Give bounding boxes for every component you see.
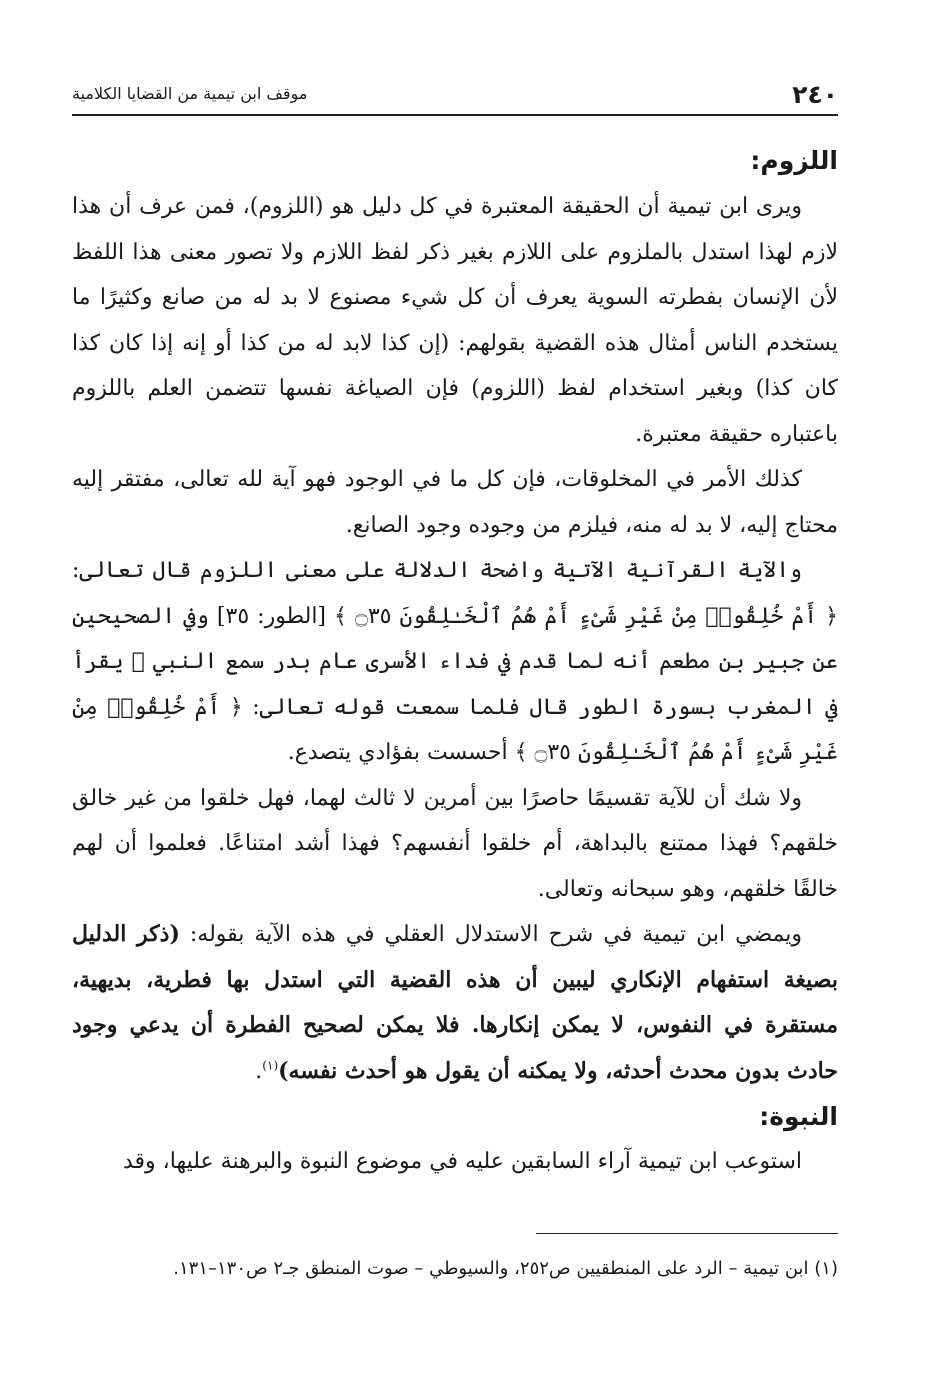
paragraph: ويرى ابن تيمية أن الحقيقة المعتبرة في كل دليل هو (اللزوم)، فمن عرف أن هذا لازم لهذا استدل بالملزوم على اللازم بغير ذكر لفظ اللازم ولا تصور معنى هذا اللفظ لأن الإنسان بفطرته السوية يعرف أن كل شيء مصنوع لا بد له من صانع وكثيرًا ما يستخدم الناس أمثال هذه القضية بقولهم: (إن كذا لابد له من كذا أو إنه إذا كان كذا كان كذا) وبغير استخدام لفظ (اللزوم) فإن الصياغة نفسها تتضمن العلم باللزوم باعتباره حقيقة معتبرة.: [72, 194, 838, 447]
bold-quotation: (ذكر الدليل بصيغة استفهام الإنكاري ليبين أن هذه القضية التي استدل بها فطرية، بديهية، مستقرة في النفوس، لا يمكن إنكارها. فلا يمكن لصحيح الفطرة أن يدعي وجود حادث بدون محدث أحدثه، ولا يمكنه أن يقول هو أحدث نفسه): [72, 921, 838, 1084]
paragraph: ولا شك أن للآية تقسيمًا حاصرًا بين أمرين لا ثالث لهما، فهل خلقوا من غير خالق خلقهم؟ فهذا ممتنع بالبداهة، أم خلقوا أنفسهم؟ فهذا أشد امتناعًا. فعلموا أن لهم خالقًا خلقهم، وهو سبحانه وتعالى.: [72, 785, 838, 902]
paragraph: كذلك الأمر في المخلوقات، فإن كل ما في الوجود فهو آية لله تعالى، مفتقر إليه محتاج إليه، لا بد له منه، فيلزم من وجوده وجود الصانع.: [72, 467, 838, 538]
quotation-intro: ويمضي ابن تيمية في شرح الاستدلال العقلي في هذه الآية بقوله:: [179, 922, 803, 947]
footnote: (١) ابن تيمية – الرد على المنطقيين ص٢٥٢، والسيوطي – صوت المنطق جـ٢ ص١٣٠–١٣١.: [173, 1258, 838, 1279]
running-title: موقف ابن تيمية من القضايا الكلامية: [72, 84, 308, 103]
footnote-marker[interactable]: (١): [262, 1058, 279, 1073]
paragraph-quotation: [72, 912, 838, 1094]
section-heading-nubuwwa: النبوة:: [759, 1102, 838, 1131]
footnote-divider: [536, 1233, 838, 1234]
body-text: [72, 138, 838, 1185]
section-heading-luzum: اللزوم:: [750, 146, 838, 175]
paragraph: استوعب ابن تيمية آراء السابقين عليه في موضوع النبوة والبرهنة عليها، وقد: [122, 1149, 802, 1174]
paragraph-quran-verse: والآية القرآنية الآتية واضحة الدلالة على معنى اللزوم قال تعالى: ﴿ أَمْ خُلِقُوا۟ مِنْ غَيْرِ شَىْءٍ أَمْ هُمُ ٱلْخَـٰلِقُونَ ۝٣٥ ﴾ [الطور: ٣٥] وفي الصحيحين عن جبير بن مطعم أنه لما قدم في فداء الأسرى عام بدر سمع النبي ﷺ يقرأ في المغرب بسورة الطور قال فلما سمعت قوله تعالى: ﴿ أَمْ خُلِقُوا۟ مِنْ غَيْرِ شَىْءٍ أَمْ هُمُ ٱلْخَـٰلِقُونَ ۝٣٥ ﴾ أحسست بفؤادي يتصدع.: [72, 558, 839, 765]
page-number: ٢٤٠: [792, 80, 838, 109]
page-header: [72, 78, 838, 116]
quotation-end: .: [255, 1058, 263, 1084]
